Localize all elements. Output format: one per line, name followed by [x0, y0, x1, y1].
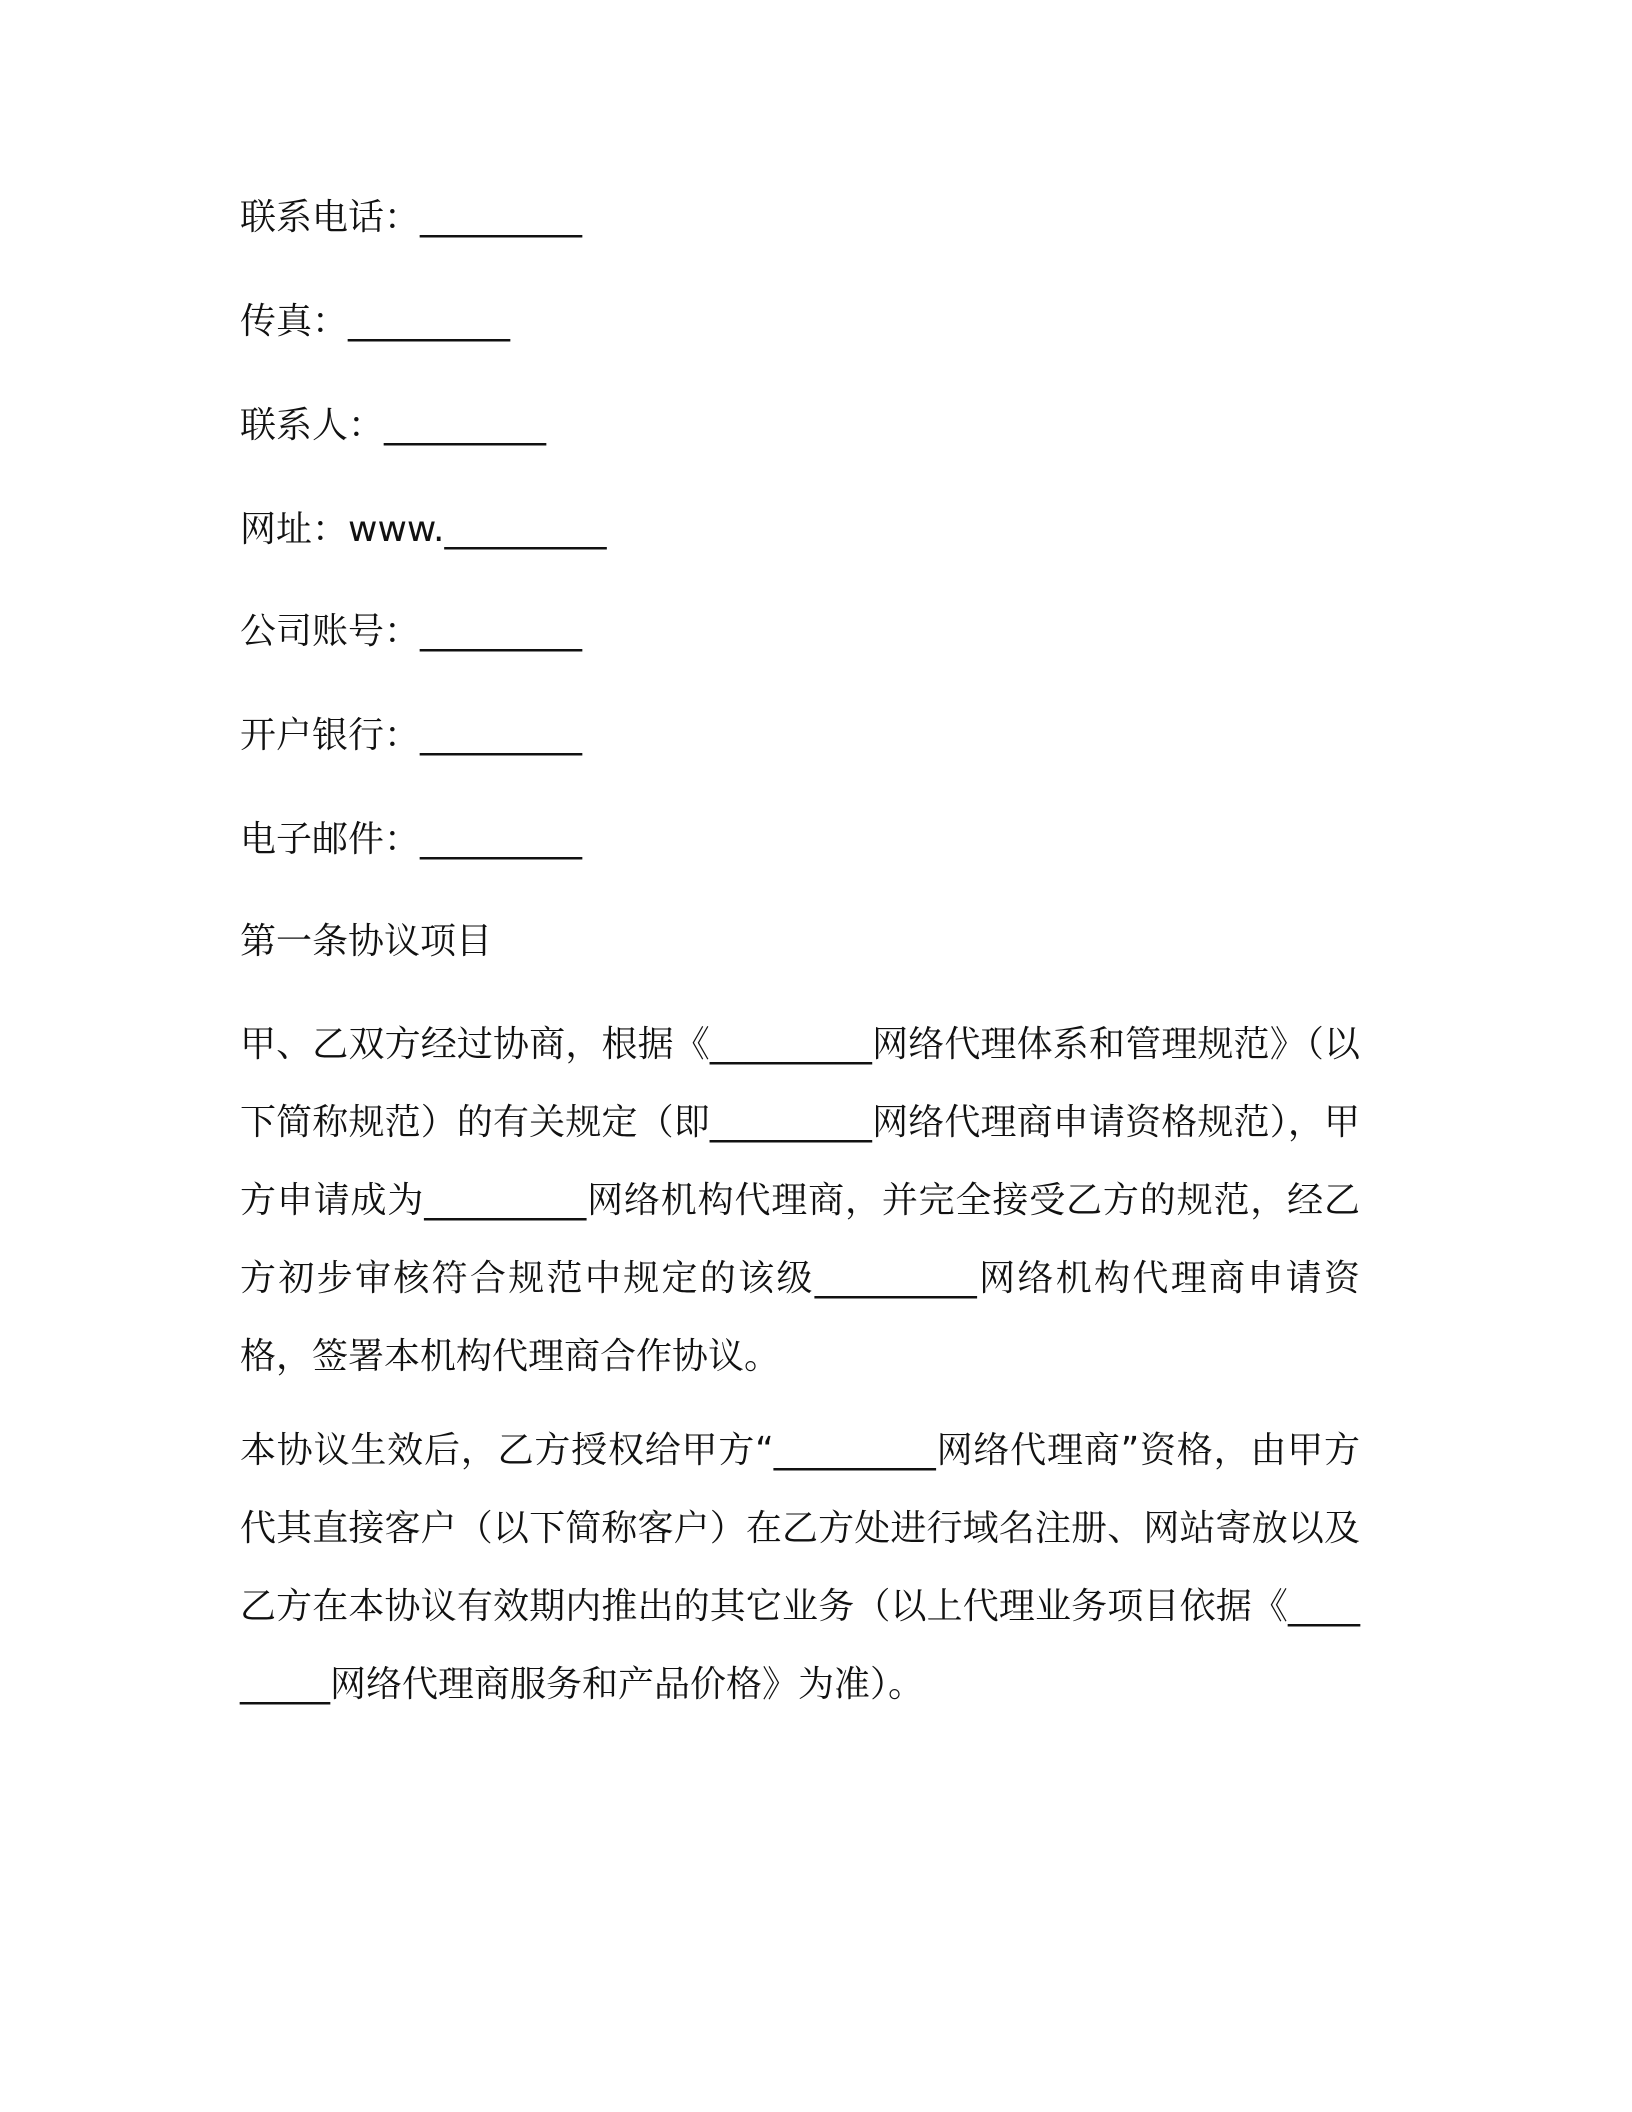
- field-blank: _________: [420, 611, 583, 652]
- field-label: 网址：: [240, 509, 349, 550]
- field-blank: _________: [384, 405, 547, 446]
- field-blank: _________: [348, 301, 511, 342]
- field-label: 电子邮件：: [240, 819, 421, 860]
- contact-person-field: [240, 402, 546, 450]
- field-label: 传真：: [240, 301, 349, 342]
- company-account-field: [240, 608, 582, 656]
- section-heading: 第一条协议项目: [240, 921, 493, 962]
- fax-field: [240, 298, 510, 346]
- field-blank: _________: [420, 715, 583, 756]
- paragraph-authorization: 本协议生效后，乙方授权给甲方“_________网络代理商”资格，由甲方代其直接客户（以下简称客户）在乙方处进行域名注册、网站寄放以及乙方在本协议有效期内推出的其它业务（以上代理业务项目依据《_________网络代理商服务和产品价格》为准）。: [240, 1430, 1360, 1705]
- field-label: 联系电话：: [240, 197, 421, 238]
- website-field: [240, 506, 606, 554]
- contact-phone-field: [240, 194, 582, 242]
- paragraph-agreement-basis: 甲、乙双方经过协商，根据《_________网络代理体系和管理规范》（以下简称规范）的有关规定（即_________网络代理商申请资格规范），甲方申请成为_________网络机构代理商，并完全接受乙方的规范，经乙方初步审核符合规范中规定的该级_________网络机构代理商申请资格，签署本机构代理商合作协议。: [240, 1024, 1360, 1377]
- field-blank: _________: [420, 819, 583, 860]
- field-label: 开户银行：: [240, 715, 421, 756]
- field-label: 公司账号：: [240, 611, 421, 652]
- bank-field: [240, 712, 582, 760]
- field-blank: www._________: [348, 509, 607, 550]
- field-label: 联系人：: [240, 405, 385, 446]
- field-blank: _________: [420, 197, 583, 238]
- email-field: [240, 816, 582, 864]
